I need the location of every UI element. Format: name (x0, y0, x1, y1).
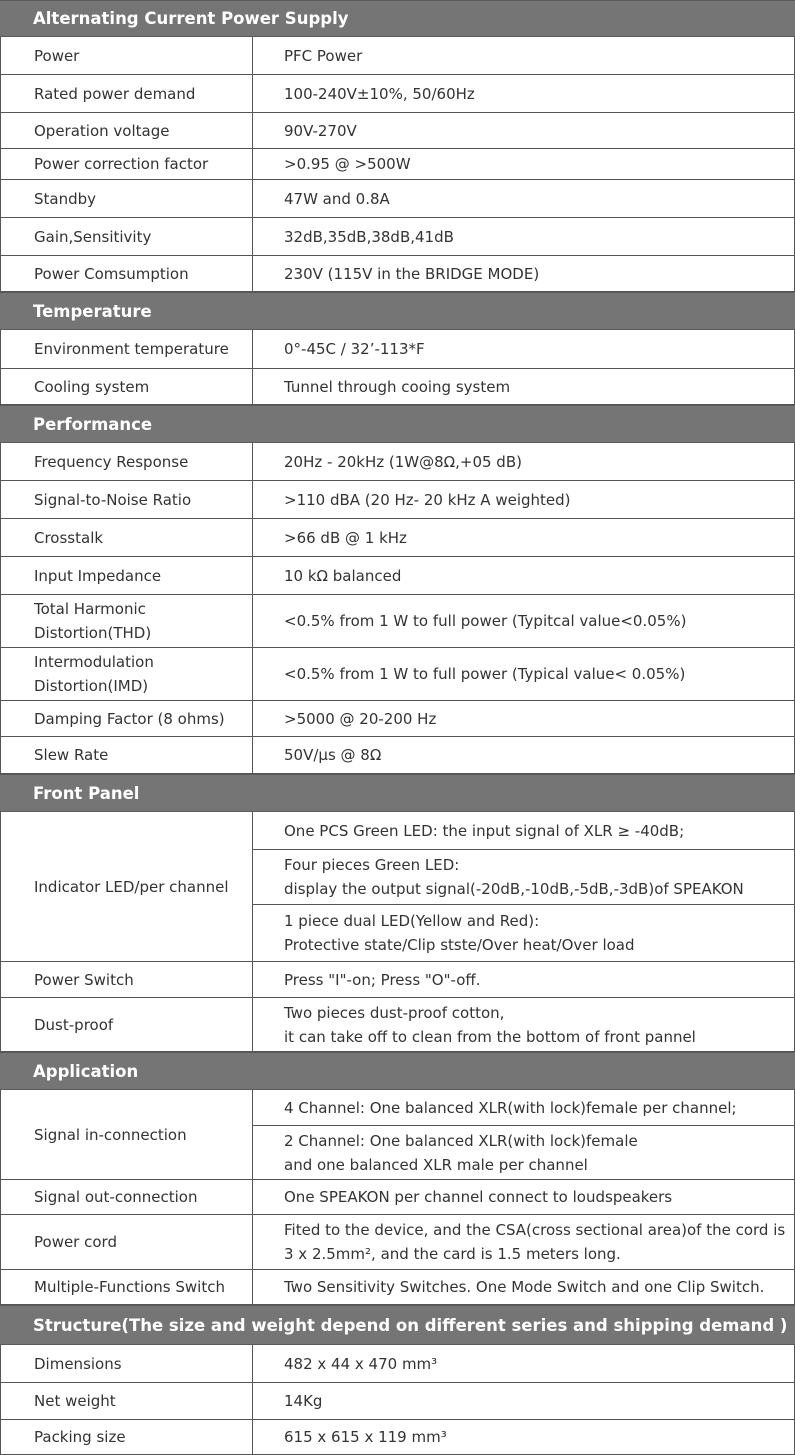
spec-value-rated-power-demand (253, 75, 795, 113)
spec-value-text: >66 dB @ 1 kHz (284, 528, 407, 547)
spec-value-text: >0.95 @ >500W (284, 155, 411, 173)
spec-value-intermodulation-distortion-imd (253, 648, 795, 701)
spec-label-text: Damping Factor (8 ohms) (34, 709, 225, 728)
spec-label-text: Multiple-Functions Switch (34, 1278, 225, 1296)
spec-value-text: <0.5% from 1 W to full power (Typitcal value<0.05%) (284, 612, 687, 630)
spec-value-text: 47W and 0.8A (284, 189, 390, 208)
spec-label-indicator-led-per-channel (0, 812, 253, 962)
spec-label-signal-out-connection (0, 1180, 253, 1215)
spec-value-signal-in-connection-1 (253, 1090, 795, 1126)
spec-value-text: >110 dBA (20 Hz- 20 kHz A weighted) (284, 490, 571, 509)
spec-value-crosstalk (253, 519, 795, 557)
spec-value-operation-voltage (253, 113, 795, 149)
spec-value-multiple-functions-switch (253, 1270, 795, 1305)
spec-value-gain-sensitivity (253, 218, 795, 256)
spec-value-power-correction-factor (253, 149, 795, 180)
spec-value-text: 90V-270V (284, 121, 357, 140)
spec-label-text: Power (34, 46, 80, 65)
spec-value-total-harmonic-distortion-thd (253, 595, 795, 648)
spec-value-text: <0.5% from 1 W to full power (Typical value< 0.05%) (284, 665, 686, 683)
spec-value-text: 230V (115V in the BRIDGE MODE) (284, 264, 540, 283)
spec-label-dimensions (0, 1345, 253, 1383)
spec-label-multiple-functions-switch (0, 1270, 253, 1305)
spec-value-standby (253, 180, 795, 218)
spec-value-text: 2 Channel: One balanced XLR(with lock)female and one balanced XLR male per channel (284, 1131, 638, 1174)
spec-label-text: Dust-proof (34, 1015, 114, 1034)
spec-label-text: Input Impedance (34, 566, 162, 585)
spec-value-text: Tunnel through cooing system (284, 377, 511, 396)
spec-label-cooling-system (0, 369, 253, 405)
spec-value-dust-proof (253, 998, 795, 1052)
spec-label-environment-temperature (0, 330, 253, 369)
spec-label-text: Indicator LED/per channel (34, 877, 229, 896)
spec-label-dust-proof (0, 998, 253, 1052)
spec-label-text: Intermodulation Distortion(IMD) (34, 653, 154, 695)
spec-label-packing-size (0, 1420, 253, 1455)
spec-value-indicator-led-per-channel-2 (253, 850, 795, 905)
spec-label-rated-power-demand (0, 75, 253, 113)
spec-value-indicator-led-per-channel-1 (253, 812, 795, 850)
spec-value-power-switch (253, 962, 795, 998)
spec-value-power-cord (253, 1215, 795, 1270)
spec-value-power-comsumption (253, 256, 795, 292)
spec-label-power-cord (0, 1215, 253, 1270)
spec-value-text: 1 piece dual LED(Yellow and Red): Protective state/Clip stste/Over heat/Over load (284, 912, 635, 954)
spec-label-power-correction-factor (0, 149, 253, 180)
spec-value-signal-out-connection (253, 1180, 795, 1215)
spec-value-text: One PCS Green LED: the input signal of XLR ≥ -40dB; (284, 821, 685, 840)
spec-label-damping-factor-8-ohms (0, 701, 253, 737)
spec-label-net-weight (0, 1383, 253, 1420)
spec-value-text: 50V/μs @ 8Ω (284, 746, 382, 764)
spec-label-gain-sensitivity (0, 218, 253, 256)
spec-label-input-impedance (0, 557, 253, 595)
spec-label-text: Frequency Response (34, 452, 189, 471)
spec-label-text: Cooling system (34, 377, 150, 396)
spec-value-text: 615 x 615 x 119 mm³ (284, 1428, 447, 1446)
spec-value-text: One SPEAKON per channel connect to loudspeakers (284, 1188, 673, 1206)
spec-label-signal-to-noise-ratio (0, 481, 253, 519)
spec-label-crosstalk (0, 519, 253, 557)
spec-label-signal-in-connection (0, 1090, 253, 1180)
spec-label-text: Signal in-connection (34, 1125, 187, 1144)
spec-label-power-comsumption (0, 256, 253, 292)
spec-value-signal-to-noise-ratio (253, 481, 795, 519)
section-header-performance: Performance (0, 405, 795, 443)
spec-label-text: Signal out-connection (34, 1188, 198, 1206)
spec-value-cooling-system (253, 369, 795, 405)
spec-label-text: Power cord (34, 1233, 117, 1251)
spec-label-text: Rated power demand (34, 84, 196, 103)
section-header-temperature: Temperature (0, 292, 795, 330)
spec-label-intermodulation-distortion-imd (0, 648, 253, 701)
spec-label-power-switch (0, 962, 253, 998)
section-header-structure-the-size-and-weight-depend-on-: Structure(The size and weight depend on different series and shipping demand ) (0, 1305, 795, 1345)
spec-value-packing-size (253, 1420, 795, 1455)
spec-value-text: 0°-45C / 32’-113*F (284, 340, 425, 358)
spec-value-text: 4 Channel: One balanced XLR(with lock)female per channel; (284, 1098, 737, 1117)
spec-value-input-impedance (253, 557, 795, 595)
spec-value-environment-temperature (253, 330, 795, 369)
spec-label-text: Packing size (34, 1428, 126, 1446)
spec-value-text: 482 x 44 x 470 mm³ (284, 1354, 438, 1373)
spec-value-text: 10 kΩ balanced (284, 566, 402, 585)
spec-label-operation-voltage (0, 113, 253, 149)
spec-value-net-weight (253, 1383, 795, 1420)
spec-label-text: Environment temperature (34, 340, 229, 358)
spec-label-text: Total Harmonic Distortion(THD) (34, 600, 152, 642)
spec-label-text: Crosstalk (34, 528, 104, 547)
spec-label-total-harmonic-distortion-thd (0, 595, 253, 648)
spec-label-text: Net weight (34, 1392, 116, 1410)
spec-value-text: 20Hz - 20kHz (1W@8Ω,+05 dB) (284, 452, 522, 471)
spec-value-frequency-response (253, 443, 795, 481)
spec-value-slew-rate (253, 737, 795, 774)
section-header-application: Application (0, 1052, 795, 1090)
spec-value-text: Fited to the device, and the CSA(cross sectional area)of the cord is 3 x 2.5mm², and the card is 1.5 meters long. (284, 1221, 786, 1263)
spec-value-text: 32dB,35dB,38dB,41dB (284, 227, 454, 246)
spec-value-text: PFC Power (284, 46, 363, 65)
spec-value-power (253, 37, 795, 75)
spec-label-text: Signal-to-Noise Ratio (34, 490, 192, 509)
spec-value-signal-in-connection-2 (253, 1126, 795, 1180)
spec-label-text: Power correction factor (34, 155, 209, 173)
spec-label-text: Power Comsumption (34, 264, 189, 283)
spec-value-text: 14Kg (284, 1392, 323, 1410)
spec-value-text: Two Sensitivity Switches. One Mode Switch and one Clip Switch. (284, 1278, 765, 1296)
spec-label-slew-rate (0, 737, 253, 774)
section-header-front-panel: Front Panel (0, 774, 795, 812)
spec-label-frequency-response (0, 443, 253, 481)
spec-label-standby (0, 180, 253, 218)
spec-label-power (0, 37, 253, 75)
spec-label-text: Dimensions (34, 1354, 122, 1373)
spec-value-text: Press "I"-on; Press "O"-off. (284, 970, 481, 989)
spec-label-text: Slew Rate (34, 746, 109, 764)
spec-value-text: 100-240V±10%, 50/60Hz (284, 84, 475, 103)
spec-label-text: Standby (34, 189, 97, 208)
spec-label-text: Gain,Sensitivity (34, 227, 152, 246)
spec-label-text: Power Switch (34, 970, 134, 989)
spec-value-text: >5000 @ 20-200 Hz (284, 709, 437, 728)
section-header-alternating-current-power-supply: Alternating Current Power Supply (0, 0, 795, 37)
spec-label-text: Operation voltage (34, 121, 170, 140)
spec-value-dimensions (253, 1345, 795, 1383)
spec-value-indicator-led-per-channel-3 (253, 905, 795, 962)
spec-value-text: Two pieces dust-proof cotton, it can take off to clean from the bottom of front pannel (284, 1003, 696, 1046)
spec-value-text: Four pieces Green LED: display the output signal(-20dB,-10dB,-5dB,-3dB)of SPEAKON (284, 856, 744, 898)
spec-value-damping-factor-8-ohms (253, 701, 795, 737)
